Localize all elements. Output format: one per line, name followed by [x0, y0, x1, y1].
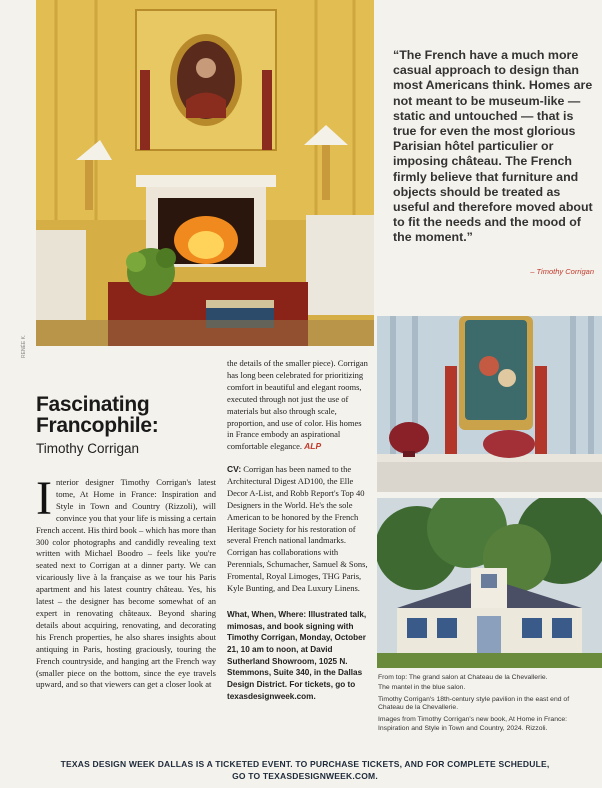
- cv-text: Corrigan has been named to the Architectural Digest AD100, the Elle Decor A-List, and Robb Report's Top 40 Designers in the World. He's the sole American to be honored by the French Heritage Society for his restoration of several French national landmarks. Corrigan has collaborations with Perennials, Schumacher, Samuel & Sons, Fromental, Royal Limoges, THG Paris, Kyle Bunting, and Dea Luxury Linens.: [227, 464, 368, 594]
- drop-cap: I: [36, 472, 52, 525]
- caption-2: The mantel in the blue salon.: [378, 683, 466, 691]
- body-column-2: [227, 358, 369, 703]
- ticket-footer: [40, 758, 570, 782]
- footer-line-2: GO TO TEXASDESIGNWEEK.COM.: [232, 771, 378, 781]
- blue-salon-mantel-photo: [377, 316, 602, 492]
- cv-paragraph: [227, 464, 369, 595]
- grand-salon-photo: [36, 0, 374, 346]
- caption-3: Timothy Corrigan's 18th-century style pavilion in the east end of Chateau de la Chevallerie.: [378, 695, 570, 712]
- photo-credit: RENÉE K.: [21, 334, 27, 358]
- caption-1: From top: The grand salon at Chateau de la Chevallerie.: [378, 674, 548, 681]
- pull-quote: “The French have a much more casual approach to design than most Americans think. Homes are not meant to be museum-like — static and untouched — that is true for even the most glorious Parisian hôtel particulier or imposing château. The French firmly believe that furniture and objects should be treated as useful and therefore moved about to fit the needs and the mood of the moment.”: [393, 48, 593, 245]
- pavilion-photo: [377, 498, 602, 668]
- cv-label: CV:: [227, 464, 242, 474]
- intro-paragraph: nterior designer Timothy Corrigan's latest tome, At Home in France: Inspiration and Style in Town and Country (Rizzoli), will convince you that your life is missing a certain French accent. His third book – which has more than 300 color photographs and candidly revealing text written with Michael Boodro – feels like you're seated next to Corrigan at a dinner party. We can vicariously live à la française as we tour his Paris apartment and his latest country château. Yes, his latest – the designer has become somewhat of an expert in renovating châteaux. Beyond sharing details about acquiring, renovating, and decorating his French properties, he also shares insights about antiquing in Paris, hosting graciously, touring the French countryside, and hanging art the French way (smaller piece on the bottom, since the eye travels upward, and so that viewers can get a closer look at: [36, 477, 216, 690]
- body-column-1: [36, 472, 216, 691]
- event-details: What, When, Where: Illustrated talk, mimosas, and book signing with Timothy Corrigan, Monday, October 21, 10 am to noon, at David Sutherland Showroom, 1025 N. Stemmons, Suite 340, in the Dallas Design District. For tickets, go to texasdesignweek.com.: [227, 609, 367, 701]
- continued-paragraph-text: the details of the smaller piece). Corrigan has long been celebrated for prioritizing comfort in beautiful and elegant rooms, executed through not just the use of materials but also through scale, proportion, and use of color. His homes in France embody an aspirational comfortable elegance.: [227, 358, 368, 452]
- quote-attribution: – Timothy Corrigan: [530, 267, 594, 276]
- photo-captions: [378, 674, 596, 737]
- caption-4: Images from Timothy Corrigan's new book, At Home in France: Inspiration and Style in Town and Country, 2024. Rizzoli.: [378, 716, 568, 732]
- continued-paragraph: [227, 358, 369, 464]
- article-subhead: Timothy Corrigan: [36, 441, 140, 456]
- article-headline: Fascinating Francophile:: [36, 393, 159, 437]
- footer-line-1: TEXAS DESIGN WEEK DALLAS IS A TICKETED EVENT. TO PURCHASE TICKETS, AND FOR COMPLETE SCHEDULE,: [60, 759, 550, 769]
- end-mark: ALP: [304, 441, 322, 452]
